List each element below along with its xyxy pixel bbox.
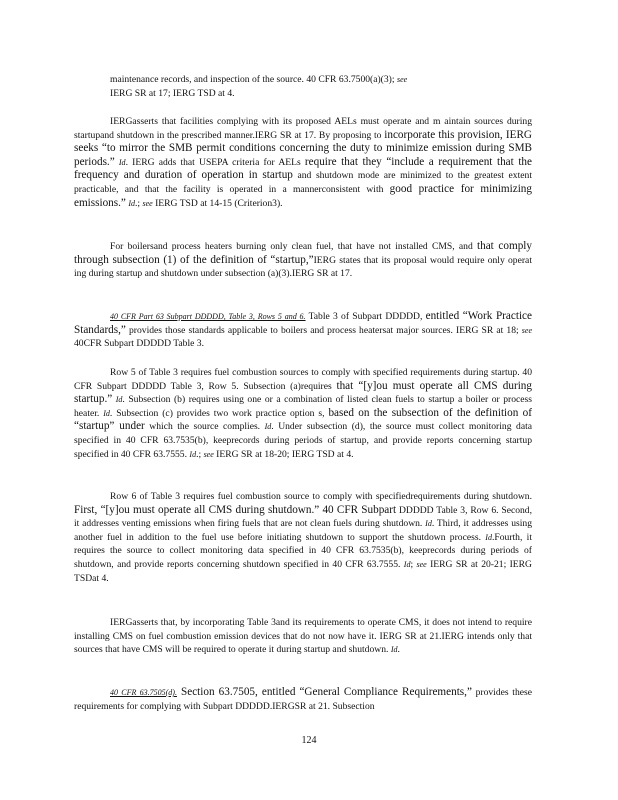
text-run: based on the subsection of the definition of “startup” under xyxy=(74,406,532,433)
text-run: Table 3 of Subpart DDDDD, xyxy=(305,311,426,322)
text-run: 40CFR Subpart DDDDD Table 3. xyxy=(74,338,204,350)
text-run: DDDDD Table 3, Row 6. Second, it addresses venting emissions when firing fuels that are not clean fuels during shutdown. xyxy=(74,504,532,530)
citation-signal: see xyxy=(142,198,153,208)
citation-id: Id xyxy=(425,519,432,529)
paragraph-clean-fuel xyxy=(74,240,532,281)
citation-signal: see xyxy=(416,559,427,569)
section-heading-ref: 40 CFR Part 63 Subpart DDDDD, Table 3, Rows 5 and 6. xyxy=(110,312,306,321)
text-run: provides these requirements for complying with Subpart DDDDD.IERGSR at 21. Subsection xyxy=(74,687,532,712)
page-number: 124 xyxy=(301,735,317,746)
text-run: IERG SR at 17; IERG TSD at 4. xyxy=(110,87,235,99)
citation-signal: see xyxy=(521,325,532,335)
citation-id: Id xyxy=(103,408,110,418)
text-run: provides those standards applicable to boilers and process heatersat major sources. IERG SR at 18; xyxy=(125,324,519,336)
text-run: Section 63.7505, entitled “General Compliance Requirements,” xyxy=(176,686,472,698)
text-run: . Subsection (b) requires using one or a combination of listed clean fuels to startup a boiler or process heater. xyxy=(74,394,532,419)
text-run: good practice for minimizing emissions.” xyxy=(74,182,532,209)
paragraph-row-5 xyxy=(74,366,532,461)
text-run: First, “[y]ou must operate all CMS during shutdown.” 40 CFR Subpart xyxy=(74,503,397,516)
text-run: and shutdown mode are minimized to the greatest extent practicable, and that the facility is operated in a mannerconsistent with xyxy=(74,170,532,195)
citation-signal: see xyxy=(203,449,214,459)
citation-id: Id xyxy=(128,198,135,208)
section-heading-ref: 40 CFR 63.7505(d). xyxy=(110,688,177,697)
text-run: . Third, it addresses using another fuel in addition to the fuel use before initiating shutdown to support the shutdown process. xyxy=(74,518,533,543)
text-run: ; xyxy=(410,558,414,570)
text-run: entitled “Work Practice Standards,” xyxy=(74,310,532,336)
text-run: IERG SR at 20-21; IERG TSDat 4. xyxy=(74,558,532,584)
paragraph-ierg-cms xyxy=(74,616,532,657)
paragraph-table-3 xyxy=(74,310,532,351)
citation-id: Id xyxy=(485,532,492,542)
text-run: IERG TSD at 14-15 (Criterion3). xyxy=(152,197,283,209)
text-run: which the source complies. xyxy=(144,421,261,433)
text-run: IERGasserts that facilities complying with its proposed AELs must operate and m aintain sources during startupand shutdown in the prescribed manner.IERG SR at 17. By proposing to xyxy=(74,116,532,141)
citation-id: Id xyxy=(118,157,126,167)
text-run: maintenance records, and inspection of the source. 40 CFR 63.7500(a)(3); xyxy=(110,74,395,85)
text-run: .; xyxy=(196,448,202,460)
citation-signal: see xyxy=(396,75,408,84)
text-run: IERG SR at 18-20; IERG TSD at 4. xyxy=(213,448,354,460)
text-run: Row 6 of Table 3 requires fuel combustion source to comply with specifiedrequirements during shutdown. xyxy=(110,491,532,502)
text-run: . xyxy=(397,644,400,656)
paragraph-ierg-asserts xyxy=(74,115,532,210)
paragraph-continuation xyxy=(110,73,480,100)
text-run: . IERG adds that USEPA criteria for AELs xyxy=(125,156,305,168)
text-run: require that they “include a requirement that the frequency and duration of operation in startup xyxy=(74,155,532,182)
text-run: . Under subsection (d), the source must collect monitoring data specified in 40 CFR 63.7535(b), keeprecords during periods of startup, and provide reports concerning startup specified in 40 CFR 63.7555. xyxy=(74,421,533,460)
text-run: IERG states that its proposal would require only operat ing during startup and shutdown under subsection (a)(3).IERG SR at 17. xyxy=(74,254,532,280)
text-run: .; xyxy=(134,197,141,209)
text-run: Row 5 of Table 3 requires fuel combustion sources to comply with specified requirements during startup. 40 CFR Subpart DDDDD Table 3, Row 5. Subsection (a)requires xyxy=(74,367,532,392)
citation-id: Id xyxy=(189,449,197,459)
paragraph-row-6 xyxy=(74,490,532,585)
text-run: IERGasserts that, by incorporating Table 3and its requirements to operate CMS, it does not intend to require installing CMS on fuel combustion emission devices that do not now have it. IERG SR at 21.IERG intends only that sources that have CMS will be required to operate it during startup and shutdown. xyxy=(74,617,532,656)
citation-id: Id xyxy=(264,422,272,432)
text-run: For boilersand process heaters burning only clean fuel, that have not installed CMS, and xyxy=(110,241,477,252)
citation-id: Id xyxy=(390,645,398,655)
text-run: . Subsection (c) provides two work practice option s, xyxy=(109,407,329,419)
paragraph-63-7505 xyxy=(74,686,532,713)
text-run: incorporate this provision, IERG seeks “to mirror the SMB permit conditions concerning the duty to minimize emission during SMB periods.” xyxy=(74,128,532,168)
citation-id: Id xyxy=(403,559,411,569)
citation-id: Id xyxy=(115,395,123,405)
text-run: that comply through subsection (1) of the definition of “startup,” xyxy=(74,240,532,266)
text-run: .Fourth, it requires the source to collect monitoring data specified in 40 CFR 63.7535(b), keeprecords during periods of shutdown, and provide reports concerning shutdown specified in 40 CFR 63.7555. xyxy=(74,531,532,570)
text-run: that “[y]ou must operate all CMS during startup.” xyxy=(74,379,532,406)
